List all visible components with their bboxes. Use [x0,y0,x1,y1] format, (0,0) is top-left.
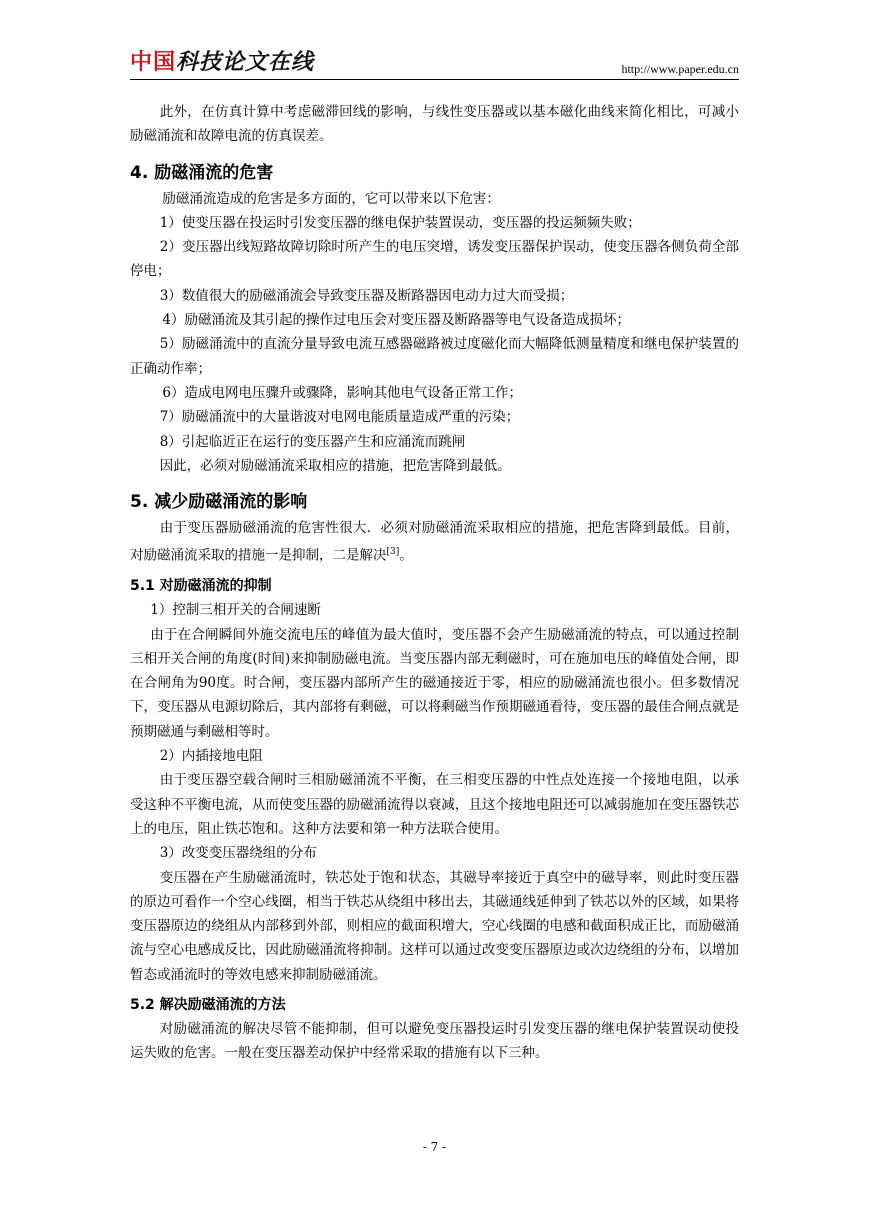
section-4-lead: 励磁涌流造成的危害是多方面的，它可以带来以下危害： [162,190,500,207]
hazard-item: 5）励磁涌流中的直流分量导致电流互感器磁路被过度磁化而大幅降低测量精度和继电保护装置的正确动作率； [130,336,739,377]
hazard-item: 7）励磁涌流中的大量谐波对电网电能质量造成严重的污染； [159,409,520,426]
method-3-text: 变压器在产生励磁涌流时，铁芯处于饱和状态，其磁导率接近于真空中的磁导率，则此时变压器的原边可看作一个空心线圈，相当于铁芯从绕组中移出去，其磁通线延伸到了铁芯以外的区域，如果将变压器原边的绕组从内部移到外部，则相应的截面积增大，空心线圈的电感和截面积成正比，而励磁涌流与空心电感成反比，因此励磁涌流将抑制。这样可以通过改变变压器原边或次边绕组的分布，以增加暂态或涌流时的等效电感来抑制励磁涌流。 [130,869,739,983]
section-5-2-title: 5.2 解决励磁涌流的方法 [130,997,286,1013]
journal-logo [130,50,314,76]
section-5-1-title: 5.1 对励磁涌流的抑制 [130,578,272,595]
hazard-item: 1）使变压器在投运时引发变压器的继电保护装置误动，变压器的投运频频失败； [159,214,641,231]
section-5-intro-end: 。 [399,547,413,564]
logo-red-text: 中国 [130,50,177,75]
header-rule [130,79,739,80]
page-number: - 7 - [422,1140,447,1154]
method-3-title: 3）改变变压器绕组的分布 [159,845,317,862]
section-5-intro [130,516,739,568]
page-header [130,50,739,80]
method-2-title: 2）内插接地电阻 [159,748,263,765]
section-4-title: 4. 励磁涌流的危害 [130,162,274,183]
intro-paragraph: 此外，在仿真计算中考虑磁滞回线的影响，与线性变压器或以基本磁化曲线来简化相比，可减小励磁涌流和故障电流的仿真误差。 [130,104,739,145]
hazard-item: 3）数值很大的励磁涌流会导致变压器及断路器因电动力过大而受损； [159,287,574,304]
method-1-text: 由于在合闸瞬间外施交流电压的峰值为最大值时，变压器不会产生励磁涌流的特点，可以通过控制三相开关合闸的角度(时间)来抑制励磁电流。当变压器内部无剩磁时，可在施加电压的峰值处合闸，即在合闸角为90度。时合闸，变压器内部所产生的磁通接近于零，相应的励磁涌流也很小。但多数情况下，变压器从电源切除后，其内部将有剩磁，可以将剩磁当作预期磁通看待，变压器的最佳合闸点就是预期磁通与剩磁相等时。 [130,626,739,740]
method-1-title: 1）控制三相开关的合闸速断 [150,602,321,619]
page-content [130,100,739,1066]
method-2-text: 由于变压器空载合闸时三相励磁涌流不平衡，在三相变压器的中性点处连接一个接地电阻，以承受这种不平衡电流，从而使变压器的励磁涌流得以衰减，且这个接地电阻还可以减弱施加在变压器铁芯上的电压，阻止铁芯饱和。这种方法要和第一种方法联合使用。 [130,772,739,837]
logo-black-text: 科技论文在线 [176,50,315,75]
citation-ref[interactable]: [3] [386,547,400,558]
section-5-intro-text: 由于变压器励磁涌流的危害性很大．必须对励磁涌流采取相应的措施，把危害降到最低。目前，对励磁涌流采取的措施一是抑制，二是解决 [130,520,739,564]
section-4-conclusion: 因此，必须对励磁涌流采取相应的措施，把危害降到最低。 [159,457,511,474]
header-url[interactable]: http://www.paper.edu.cn [621,62,739,76]
hazard-item: 2）变压器出线短路故障切除时所产生的电压突增，诱发变压器保护误动，使变压器各侧负荷全部停电； [130,239,739,280]
hazard-item: 6）造成电网电压骤升或骤降，影响其他电气设备正常工作； [162,384,522,401]
section-5-2-text: 对励磁涌流的解决尽管不能抑制，但可以避免变压器投运时引发变压器的继电保护装置误动使投运失败的危害。一般在变压器差动保护中经常采取的措施有以下三种。 [130,1021,739,1062]
hazard-item: 8）引起临近正在运行的变压器产生和应涌流而跳闸 [159,433,466,450]
section-5-title: 5. 减少励磁涌流的影响 [130,492,308,513]
hazard-item: 4）励磁涌流及其引起的操作过电压会对变压器及断路器等电气设备造成损坏； [162,312,630,329]
